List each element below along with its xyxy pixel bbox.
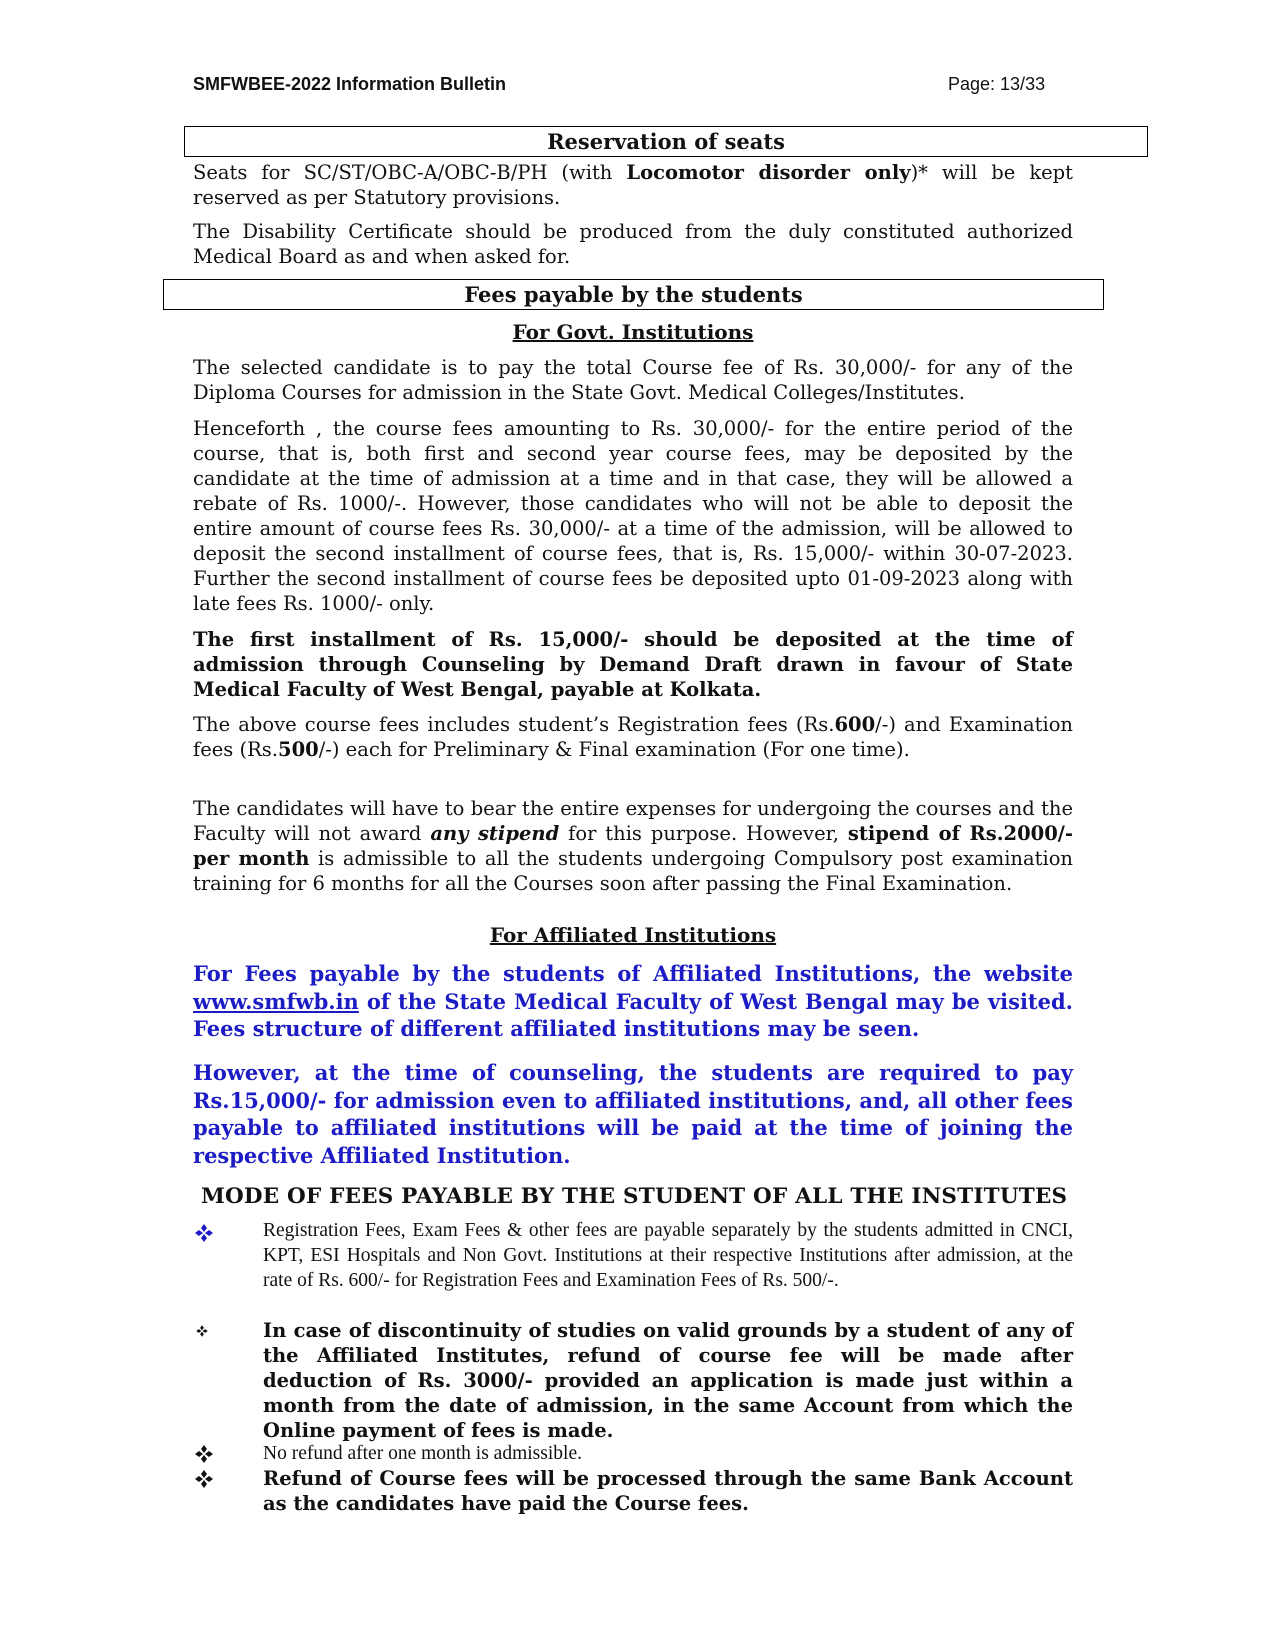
affiliated-paragraph-1: For Fees payable by the students of Affiliated Institutions, the website www.smfwb.in of the State Medical Faculty of West Bengal may be visited. Fees structure of different affiliated institutions may be seen. (193, 961, 1073, 1041)
fees-heading: Fees payable by the students (163, 279, 1104, 310)
mode-bullet-1: Registration Fees, Exam Fees & other fees are payable separately by the students admitted in CNCI, KPT, ESI Hospitals and Non Govt. Institutions at their respective Institutions after admission, at the rate of Rs. 600/- for Registration Fees and Examination Fees of Rs. 500/-. (263, 1220, 1073, 1291)
mode-bullet-2: In case of discontinuity of studies on valid grounds by a student of any of the Affiliated Institutes, refund of course fee will be made after deduction of Rs. 3000/- provided an application is made just within a month from the date of admission, in the same Account from which the Online payment of fees is made. (263, 1319, 1073, 1442)
smfwb-website-link[interactable]: www.smfwb.in (193, 988, 359, 1014)
govt-paragraph-1: The selected candidate is to pay the total Course fee of Rs. 30,000/- for any of the Diploma Courses for admission in the State Govt. Medical Colleges/Institutes. (193, 356, 1073, 404)
mode-of-fees-heading: MODE OF FEES PAYABLE BY THE STUDENT OF ALL THE INSTITUTES (201, 1184, 1068, 1209)
govt-paragraph-4: The above course fees includes student’s Registration fees (Rs.600/-) and Examination fees (Rs.500/-) each for Preliminary & Final examination (For one time). (193, 713, 1073, 761)
govt-paragraph-5: The candidates will have to bear the entire expenses for undergoing the courses and the Faculty will not award any stipend for this purpose. However, stipend of Rs.2000/- per month is admissible to all the students undergoing Compulsory post examination training for 6 months for all the Courses soon after passing the Final Examination. (193, 797, 1073, 895)
affiliated-institutions-heading: For Affiliated Institutions (489, 923, 777, 947)
govt-paragraph-2: Henceforth , the course fees amounting to Rs. 30,000/- for the entire period of the course, that is, both first and second year course fees, may be deposited by the candidate at the time of admission at a time and in that case, they will be allowed a rebate of Rs. 1000/-. However, those candidates who will not be able to deposit the entire amount of course fees Rs. 30,000/- at a time of the admission, will be allowed to deposit the second installment of course fees, that is, Rs. 15,000/- within 30-07-2023. Further the second installment of course fees be deposited upto 01-09-2023 along with late fees Rs. 1000/- only. (193, 417, 1073, 615)
diamond-bullet-icon (193, 1443, 215, 1465)
affiliated-paragraph-2: However, at the time of counseling, the students are required to pay Rs.15,000/- for admission even to affiliated institutions, and, all other fees payable to affiliated institutions will be paid at the time of joining the respective Affiliated Institution. (193, 1060, 1073, 1168)
reservation-paragraph-1: Seats for SC/ST/OBC-A/OBC-B/PH (with Locomotor disorder only)* will be kept reserved as per Statutory provisions. (193, 161, 1073, 209)
page-number: Page: 13/33 (948, 74, 1046, 94)
diamond-bullet-icon (193, 1222, 215, 1244)
reservation-paragraph-2: The Disability Certificate should be produced from the duly constituted authorized Medical Board as and when asked for. (193, 220, 1073, 268)
mode-bullet-3: No refund after one month is admissible. (263, 1443, 582, 1464)
bulletin-title: SMFWBEE-2022 Information Bulletin (193, 74, 507, 94)
govt-institutions-heading: For Govt. Institutions (512, 320, 754, 344)
mode-bullet-4: Refund of Course fees will be processed through the same Bank Account as the candidates have paid the Course fees. (263, 1467, 1073, 1515)
govt-paragraph-3: The first installment of Rs. 15,000/- should be deposited at the time of admission through Counseling by Demand Draft drawn in favour of State Medical Faculty of West Bengal, payable at Kolkata. (193, 628, 1073, 701)
diamond-bullet-icon (193, 1468, 215, 1490)
reservation-heading: Reservation of seats (184, 126, 1148, 157)
diamond-bullet-icon (195, 1324, 209, 1338)
